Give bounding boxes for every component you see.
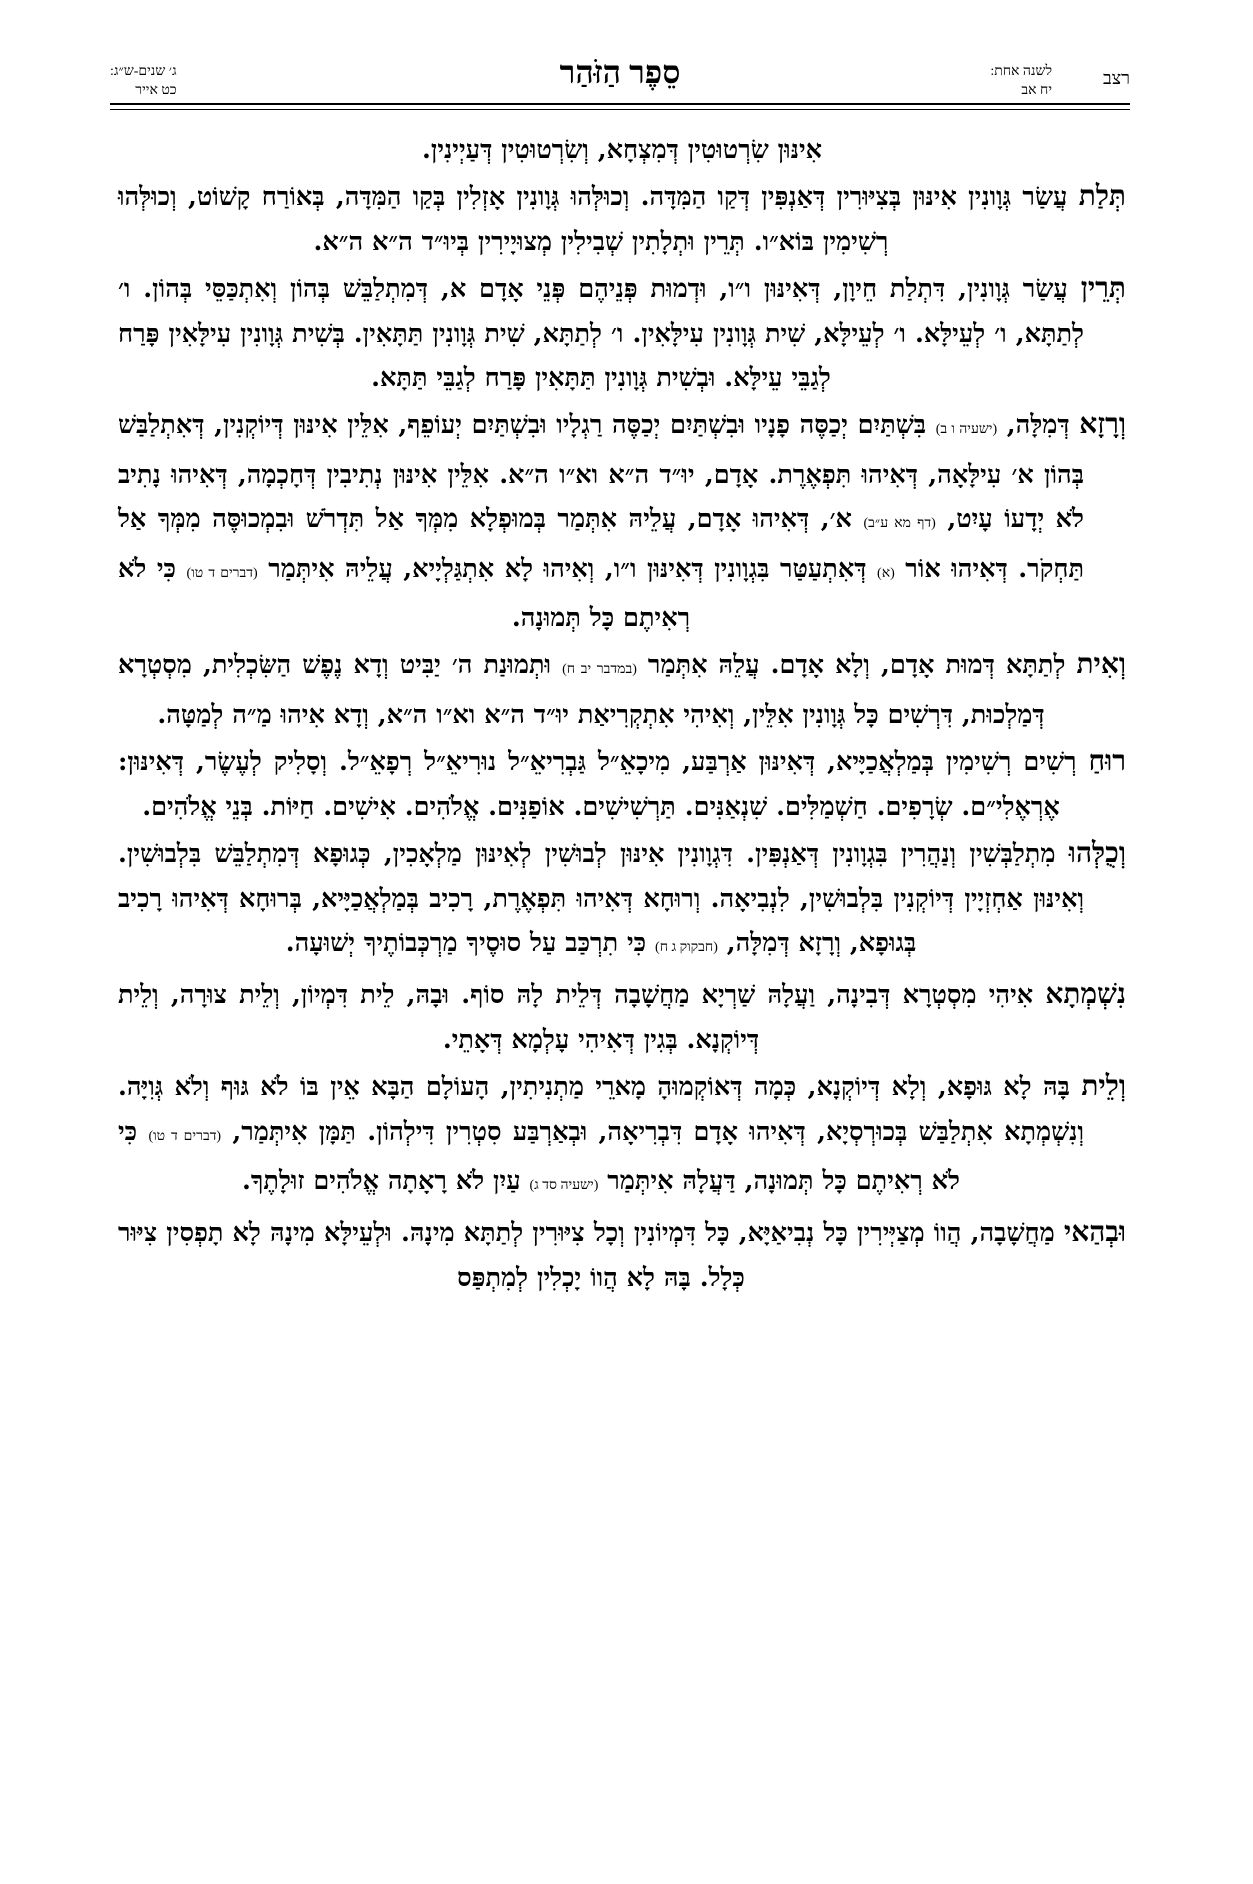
paragraph-opening-word: תְּלַת — [1078, 179, 1126, 213]
text-segment: לְתַתָּא דְּמוּת אָדָם, וְלָא אָדָם. עֲלֵהּ אִתְּמַר — [636, 650, 1077, 681]
zohar-text-body — [118, 128, 1126, 1302]
text-segment: כִּי לֹא רְאִיתֶם כָּל תְּמוּנָה, דַּעֲלָהּ אִיתְּמַר — [118, 1116, 960, 1196]
scripture-reference: (חבקוק ג ח) — [655, 939, 718, 955]
text-segment: אִינּוּן שִׂרְטוּטִין דְּמִצְחָא, וְשִׂרְטוּטִין דְּעַיְינִין. — [421, 135, 823, 165]
text-segment: וּתְמוּנַת ה׳ יַבִּיט וְדָא נֶפֶשׁ הַשִּׂכְלִית, מִסְטְרָא דְּמַלְכוּת, דִּרְשִׁים כָּל גְּוָונִין אִלֵּין, וְאִיהִי אִתְקְרִיאַת יוּ״ד ה״א וא״ו ה״א, וְדָא אִיהוּ מַ״ה לְמַטָּה. — [118, 650, 1045, 730]
header-rule — [110, 103, 1130, 110]
page-number: רצב — [1103, 68, 1130, 88]
paragraph-opening-word: וּבְהַאי — [1063, 1215, 1126, 1249]
paragraph-opening-word: נִשְׁמְתָא — [1045, 977, 1126, 1011]
one-year-cycle-date: יח אב — [1021, 83, 1052, 98]
scripture-reference: (במדבר יב ח) — [562, 662, 637, 678]
paragraph — [118, 128, 1126, 172]
text-segment: אִיהִי מִסְטְרָא דְּבִינָה, וַעֲלָהּ שַׁרְיָא מַחֲשָׁבָה דְּלֵית לָהּ סוֹף. וּבָהּ, לֵית דִּמְיוֹן, וְלֵית צוּרָה, וְלֵית דְּיוֹקְנָא. בְּגִין דְּאִיהִי עָלְמָא דְּאָתֵי. — [118, 980, 1046, 1055]
text-segment: מַחֲשָׁבָה, הֲווֹ מְצַיְּירִין כָּל נְבִיאַיָּא, כָּל דִּמְיוֹנִין וְכָל צִיּוּרִין לְתַתָּא מִינָהּ. וּלְעֵילָּא מִינָהּ לָא תָפְסִין צִיּוּר כְּלָל. בָּהּ לָא הֲווֹ יָכְלִין לְמִתְפַּס — [118, 1218, 1064, 1293]
text-segment: כִּי תִרְכַּב עַל סוּסֶיךָ מַרְכְּבוֹתֶיךָ יְשׁוּעָה. — [285, 927, 656, 958]
paragraph-opening-word: רוּחַ — [1088, 744, 1126, 778]
three-year-cycle — [110, 62, 177, 100]
scripture-reference: (א) — [877, 565, 895, 581]
paragraph-opening-word: וְרָזָא — [1079, 407, 1126, 441]
paragraph-opening-word: וְלֵית — [1081, 1069, 1126, 1103]
paragraph-opening-word: תְּרֵין — [1080, 271, 1126, 305]
paragraph — [118, 1210, 1126, 1300]
scripture-reference: (ישעיה ו ב) — [935, 422, 998, 438]
text-segment: בִּשְׁתַּיִם יְכַסֶּה פָנָיו וּבִשְׁתַּיִם יְכַסֶּה רַגְלָיו וּבִשְׁתַּיִם יְעוֹפֵף, אִלֵּין אִינּוּן דְּיוֹקְנִין, דְּאִתְלַבַּשׁ בְּהוֹן א׳ עִילָּאָה, דְּאִיהוּ תִּפְאֶרֶת. אָדָם, יוּ״ד ה״א וא״ו ה״א. אִלֵּין אִינּוּן נְתִיבִין דְּחָכְמָה, דְּאִיהוּ נָתִיב לֹא יְדָעוֹ עָיִט, — [118, 410, 1084, 535]
text-segment: א׳, דְּאִיהוּ אָדָם, עֲלֵיהּ אִתְּמַר בְּמוּפְלָא מִמְּךָ אַל תִּדְרֹשׁ וּבִמְכוּסֶּה מִמְּךָ אַל תַּחְקֹר. דְּאִיהוּ אוֹר — [118, 504, 1084, 584]
text-segment: בָּהּ לָא גּוּפָא, וְלָא דְּיוֹקְנָא, כְּמָה דְּאוֹקְמוּהָ מָארֵי מַתְנִיתִין, הָעוֹלָם הַבָּא אֵין בּוֹ לֹא גּוּף וְלֹא גְּוִיָּה. וְנִשְׁמְתָא אִתְלַבַּשׁ בְּכוּרְסְיָא, דְּאִיהוּ אָדָם דִּבְרִיאָה, וּבְאַרְבַּע סִטְרִין דִּילְהוֹן. תַּמָּן אִיתְּמַר, — [118, 1072, 1084, 1147]
text-segment: כִּי לֹא רְאִיתֶם כָּל תְּמוּנָה. — [118, 553, 691, 634]
paragraph — [118, 1064, 1126, 1208]
scripture-reference: (דברים ד טו) — [186, 565, 258, 581]
one-year-cycle-title: לשנה אחת: — [990, 64, 1052, 79]
paragraph — [118, 831, 1126, 970]
scripture-reference: (דברים ד טו) — [148, 1128, 222, 1144]
paragraph — [118, 642, 1126, 737]
three-year-cycle-title: ג׳ שנים-ש״ג: — [110, 64, 177, 79]
paragraph — [118, 402, 1126, 640]
paragraph — [118, 739, 1126, 829]
book-title: סֵפֶר הַזֹּהַר — [559, 54, 681, 90]
paragraph-opening-word: וְכֻלְּהוּ — [1068, 836, 1126, 870]
text-segment: דְּמִלָּה, — [997, 410, 1080, 441]
text-segment: רְשִׁים רְשִׁימִין בְּמַלְאֲכַיָּיא, דְּאִינּוּן אַרְבַּע, מִיכָאֵ״ל גַּבְרִיאֵ״ל נוּרִיאֵ״ל רְפָאֵ״ל. וְסָלִיק לְעֶשֶׂר, דְּאִינּוּן: אֶרְאֶלִי״ם. שְׂרָפִים. חַשְׁמַלִּים. שִׁנְאַנִּים. תַּרְשִׁישִׁים. אוֹפַנִּים. אֱלֹהִים. אִישִׁים. חַיּוֹת. בְּנֵי אֱלֹהִים. — [118, 747, 1089, 822]
paragraph — [118, 174, 1126, 264]
running-header — [110, 52, 1130, 112]
paragraph — [118, 266, 1126, 400]
text-segment: עֲשַׂר גְּוָונִין, דִּתְלַת חֵיוָן, דְּאִינּוּן ו״ו, וּדְמוּת פְּנֵיהֶם פְּנֵי אָדָם א, דְּמִתְלַבֵּשׁ בְּהוֹן וְאִתְכַּסֵּי בְּהוֹן. ו׳ לְתַתָּא, ו׳ לְעֵילָּא. ו׳ לְעֵילָּא, שִׁית גְּוָונִין עִילָּאִין. ו׳ לְתַתָּא, שִׁית גְּוָונִין תַּתָּאִין. בְּשִׁית גְּוָונִין עִילָּאִין פָּרַח לְגַבֵּי עֵילָּא. וּבְשִׁית גְּוָונִין תַּתָּאִין פָּרַח לְגַבֵּי תַּתָּא. — [118, 274, 1084, 394]
paragraph — [118, 972, 1126, 1062]
scripture-reference: (דף מא ע״ב) — [863, 516, 936, 532]
three-year-cycle-date: כט אייר — [135, 83, 177, 98]
paragraph-opening-word: וְאִית — [1076, 647, 1126, 681]
text-segment: עַיִן לֹא רָאָתָה אֱלֹהִים זוּלָתֶךָ. — [242, 1165, 530, 1196]
one-year-cycle — [990, 62, 1052, 100]
text-segment: עֲשַׂר גְּוָונִין אִינּוּן בְּצִיּוּרִין דְּאַנְפִּין דְּקַו הַמִּדָּה. וְכוּלְּהוּ גְּוָונִין אָזְלִין בְּקַו הַמִּדָּה, בְּאוֹרַח קָשׁוֹט, וְכוּלְּהוּ רְשִׁימִין בּוֹא״ו. תְּרֵין וּתְלָתִין שְׁבִילִין מְצוּיָירִין בְּיוּ״ד ה״א ה״א. — [118, 182, 1079, 257]
text-segment: דְּאִתְעַטַּר בִּגְוָונִין דְּאִינּוּן ו״ו, וְאִיהוּ לָא אִתְגַּלְיָיא, עֲלֵיהּ אִיתְּמַר — [257, 553, 878, 584]
scripture-reference: (ישעיה סד ג) — [529, 1177, 599, 1193]
text-segment: מִתְלַבְּשִׁין וְנַהֲרִין בִּגְוָונִין דְּאַנְפִּין. דִּגְוָונִין אִינּוּן לְבוּשִׁין לְאִינּוּן מַלְאָכִין, כְּגוּפָא דְּמִתְלַבֵּשׁ בִּלְבוּשִׁין. וְאִינּוּן אַחְזְיָין דְּיוֹקְנִין בִּלְבוּשִׁין, לִנְבִיאָה. וְרוּחָא דְּאִיהוּ תִּפְאֶרֶת, רָכִיב בְּמַלְאֲכַיָּיא, בְּרוּחָא דְּאִיהוּ רָכִיב בְּגוּפָא, וְרָזָא דְּמִלָּה, — [118, 839, 1084, 958]
